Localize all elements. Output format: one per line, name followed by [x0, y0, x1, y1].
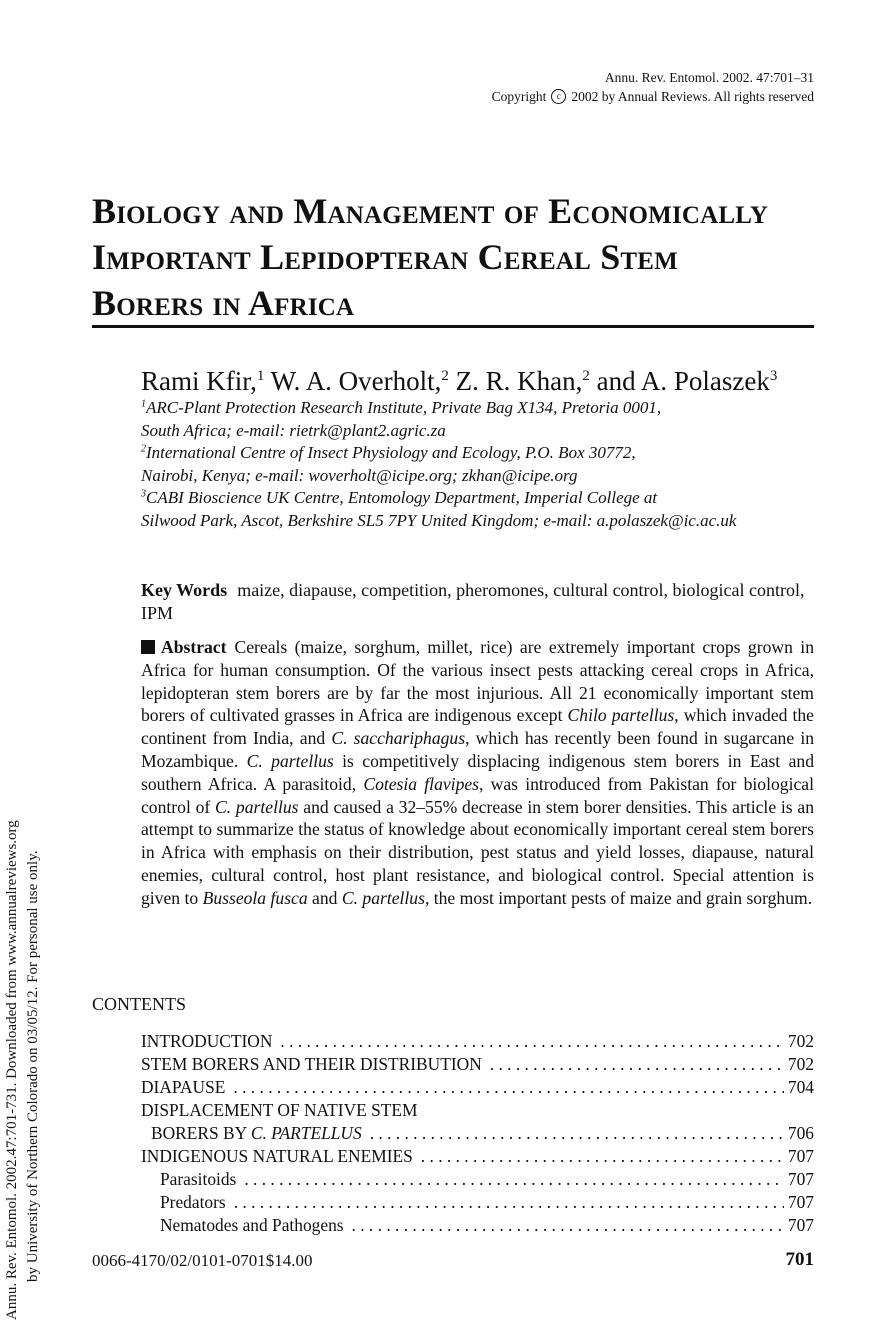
article-code: 0066-4170/02/0101-0701$14.00: [92, 1251, 313, 1270]
journal-header: [492, 68, 814, 106]
toc-page-number: 707: [787, 1215, 814, 1235]
author-name: Rami Kfir,: [141, 366, 257, 396]
toc-title-text: DIAPAUSE: [141, 1077, 226, 1097]
species-name: Cotesia flavipes: [363, 773, 480, 794]
toc-page-number: 702: [787, 1031, 814, 1051]
toc-leader-dots: [236, 1168, 784, 1191]
species-name: C. partellus: [246, 750, 334, 771]
copyright-line: [492, 87, 814, 106]
author-name: W. A. Overholt,: [270, 366, 442, 396]
toc-leader-dots: [362, 1122, 784, 1145]
citation: Annu. Rev. Entomol. 2002. 47:701–31: [604, 70, 814, 85]
abstract-label: Abstract: [161, 637, 227, 657]
toc-entry[interactable]: [141, 1030, 814, 1053]
toc-entry-title: [141, 1168, 236, 1191]
title-line-2: Important Lepidopteran Cereal Stem: [92, 237, 678, 277]
author-list: [141, 365, 821, 397]
toc-entry[interactable]: [141, 1168, 814, 1191]
keywords: [141, 579, 815, 625]
toc-entry[interactable]: [141, 1191, 814, 1214]
toc-leader-dots: [482, 1053, 784, 1076]
keywords-text: maize, diapause, competition, pheromones, cultural control, biological control, IPM: [141, 580, 805, 623]
abstract-text: , which invaded the continent from India, and: [141, 705, 814, 749]
contents-heading: CONTENTS: [92, 994, 186, 1014]
toc-title-text: Parasitoids: [160, 1169, 237, 1189]
toc-title-text: INDIGENOUS NATURAL ENEMIES: [141, 1146, 413, 1166]
toc-entry[interactable]: [141, 1122, 814, 1145]
copyright-icon: c: [551, 89, 566, 104]
toc-title-text: BORERS BY: [151, 1123, 251, 1143]
toc-entry-title: [141, 1145, 413, 1168]
author-name: and A. Polaszek: [596, 366, 770, 396]
affiliations: [141, 397, 831, 533]
affiliation-1-cont: South Africa; e-mail: rietrk@plant2.agric.za: [141, 420, 446, 440]
affiliation-text: ARC-Plant Protection Research Institute, Private Bag X134, Pretoria 0001,: [146, 398, 662, 417]
abstract-text: and: [307, 887, 342, 908]
affiliation-mark: 1: [141, 398, 146, 410]
abstract-text: and caused a 32–55% decrease in stem borer densities. This article is an attempt to summarize the status of knowledge about economically important cereal stem borers in Africa with emphasis on their distribution, pest status and yield losses, diapause, natural enemies, cultural control, host plant resistance, and biological control. Special attention is given to: [141, 796, 814, 908]
toc-entry[interactable]: [141, 1076, 814, 1099]
toc-leader-dots: [226, 1191, 784, 1214]
toc-title-text: INTRODUCTION: [141, 1031, 273, 1051]
toc-entry[interactable]: [141, 1099, 814, 1122]
affiliation-text: CABI Bioscience UK Centre, Entomology Department, Imperial College at: [146, 488, 658, 508]
toc-entry-title: [141, 1214, 344, 1237]
article-title: [92, 188, 814, 326]
toc-page-number: 704: [787, 1077, 814, 1097]
affiliation-mark: 2: [141, 443, 146, 455]
toc-page-number: 707: [787, 1192, 814, 1212]
page-number: 701: [785, 1249, 814, 1270]
toc-page-number: 706: [787, 1123, 814, 1143]
species-name: C. partellus: [341, 887, 425, 908]
abstract-text: , was introduced from Pakistan for biological control of: [141, 773, 814, 817]
toc-leader-dots: [272, 1030, 784, 1053]
bullet-square-icon: [141, 640, 155, 654]
affiliation-text: International Centre of Insect Physiology and Ecology, P.O. Box 30772,: [146, 443, 636, 463]
keywords-label: Key Words: [141, 580, 228, 600]
toc-leader-dots: [344, 1214, 784, 1237]
author-affiliation-mark: 2: [582, 368, 590, 384]
table-of-contents: [141, 1030, 814, 1237]
toc-title-text: Nematodes and Pathogens: [160, 1215, 344, 1235]
toc-title-italic: C. PARTELLUS: [250, 1123, 362, 1143]
abstract-text: Cereals (maize, sorghum, millet, rice) are extremely important crops grown in Africa for human consumption. Of the various insect pests attacking cereal crops in Africa, lepidopteran stem borers are by far the most injurious. All 21 economically important stem borers of cultivated grasses in Africa are indigenous except: [141, 637, 814, 726]
toc-leader-dots: [413, 1145, 784, 1168]
species-name: Busseola fusca: [202, 887, 308, 908]
download-notice-line-1: Annu. Rev. Entomol. 2002.47:701-731. Downloaded from www.annualreviews.org: [4, 820, 20, 1320]
affiliation-mark: 3: [141, 488, 146, 500]
author-name: Z. R. Khan,: [455, 366, 583, 396]
copyright-prefix: Copyright: [491, 89, 547, 104]
affiliation-1: [141, 397, 831, 420]
abstract-text: , the most important pests of maize and grain sorghum.: [424, 887, 813, 908]
toc-page-number: 707: [787, 1146, 814, 1166]
toc-entry-title: [141, 1122, 362, 1145]
copyright-suffix: 2002 by Annual Reviews. All rights reserved: [571, 89, 814, 104]
affiliation-3: [141, 487, 831, 510]
toc-entry[interactable]: [141, 1053, 814, 1076]
toc-page-number: 707: [787, 1169, 814, 1189]
title-line-1: Biology and Management of Economically: [92, 191, 769, 231]
abstract-text: , which has recently been found in sugarcane in Mozambique.: [141, 728, 815, 771]
species-name: C. sacchariphagus: [331, 728, 466, 749]
title-line-3: Borers in Africa: [92, 283, 355, 323]
toc-entry-title: [141, 1053, 482, 1076]
author-affiliation-mark: 3: [769, 368, 778, 384]
toc-entry[interactable]: [141, 1145, 814, 1168]
toc-entry-title: [141, 1030, 272, 1053]
title-rule: [92, 325, 814, 328]
species-name: C. partellus: [215, 796, 299, 817]
affiliation-2: [141, 442, 831, 465]
affiliation-2-cont: Nairobi, Kenya; e-mail: woverholt@icipe.org; zkhan@icipe.org: [141, 465, 578, 485]
author-affiliation-mark: 2: [441, 368, 449, 384]
toc-entry[interactable]: [141, 1214, 814, 1237]
download-notice: [0, 370, 52, 1320]
toc-entry-title: [141, 1076, 225, 1099]
author-affiliation-mark: 1: [256, 368, 265, 384]
abstract: [141, 636, 814, 910]
affiliation-3-cont: Silwood Park, Ascot, Berkshire SL5 7PY United Kingdom; e-mail: a.polaszek@ic.ac.uk: [141, 510, 737, 530]
download-notice-line-2: by University of Northern Colorado on 03/05/12. For personal use only.: [25, 850, 41, 1282]
toc-title-text: DISPLACEMENT OF NATIVE STEM: [141, 1100, 418, 1120]
toc-entry-title: [141, 1191, 226, 1214]
abstract-text: is competitively displacing indigenous stem borers in East and southern Africa. A parasitoid,: [141, 750, 814, 794]
species-name: Chilo partellus: [567, 705, 675, 726]
toc-title-text: STEM BORERS AND THEIR DISTRIBUTION: [141, 1054, 482, 1074]
toc-page-number: 702: [787, 1054, 814, 1074]
toc-title-text: Predators: [160, 1192, 226, 1212]
toc-entry-title: [141, 1099, 418, 1122]
toc-leader-dots: [225, 1076, 784, 1099]
abstract-body: [141, 637, 814, 908]
